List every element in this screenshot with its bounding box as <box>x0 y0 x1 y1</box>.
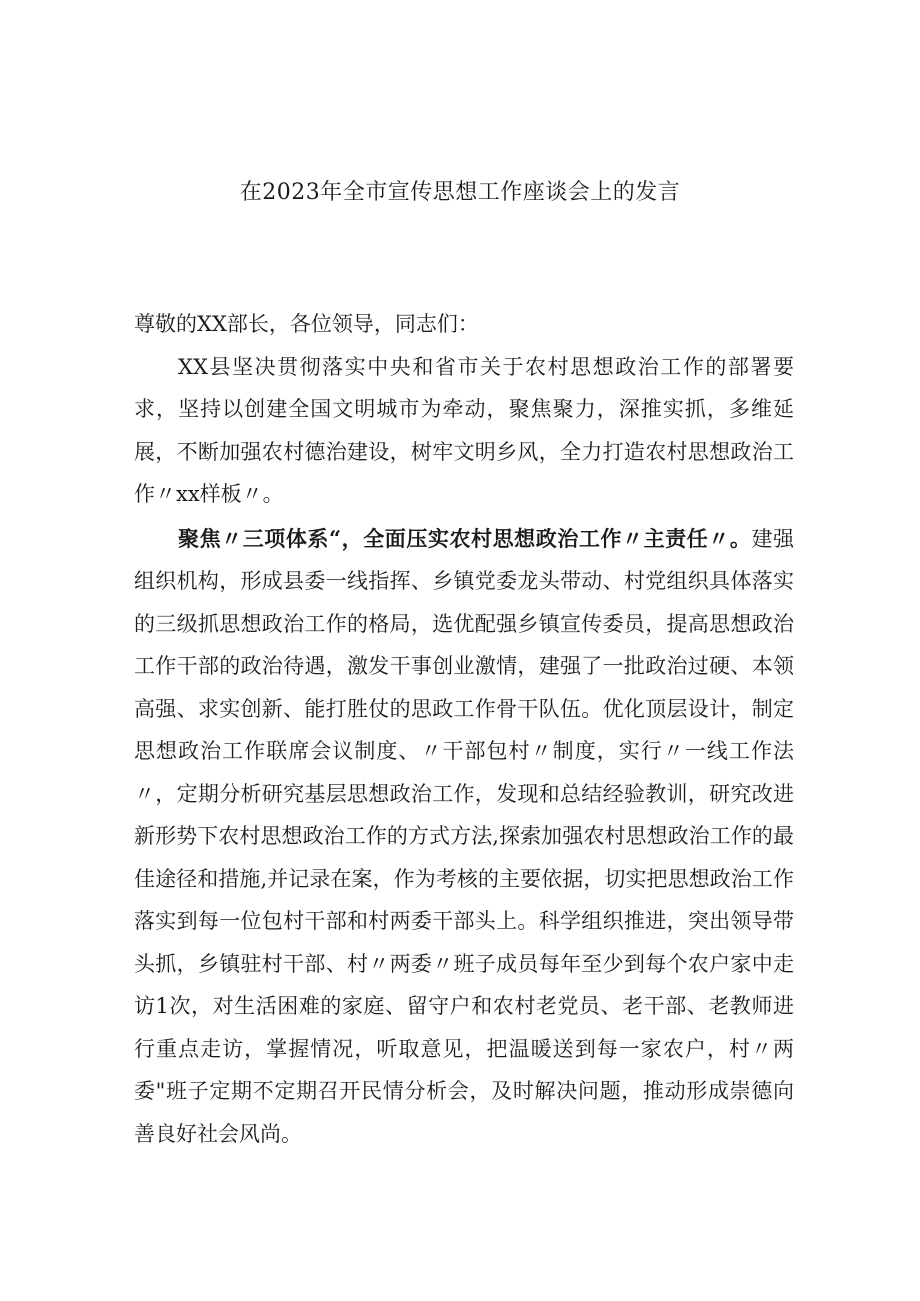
paragraph-intro <box>134 346 794 516</box>
document-body <box>134 303 794 1155</box>
paragraph-text: 建强组织机构，形成县委一线指挥、乡镇党委龙头带动、村党组织具体落实的三级抓思想政治工作的格局，选优配强乡镇宣传委员，提高思想政治工作干部的政治待遇，激发干事创业激情，建强了一批政治过硬、本领高强、求实创新、能打胜仗的思政工作骨干队伍。优化顶层设计，制定思想政治工作联席会议制度、〃干部包村〃制度，实行〃一线工作法〃，定期分析研究基层思想政治工作，发现和总结经验教训，研究改进新形势下农村思想政治工作的方式方法,探索加强农村思想政治工作的最佳途径和措施,并记录在案，作为考核的主要依据，切实把思想政治工作落实到每一位包村干部和村两委干部头上。科学组织推进，突出领导带头抓，乡镇驻村干部、村〃两委〃班子成员每年至少到每个农户家中走访1次，对生活困难的家庭、留守户和农村老党员、老干部、老教师进行重点走访，掌握情况，听取意见，把温暖送到每一家农户，村〃两委"班子定期不定期召开民情分析会，及时解决问题，推动形成崇德向善良好社会风尚。 <box>134 526 795 1146</box>
paragraph-section-one <box>134 518 794 1156</box>
paragraph-heading: 聚焦〃三项体系“，全面压实农村思想政治工作〃主责任〃。 <box>178 525 752 551</box>
document-title: 在2023年全市宣传思想工作座谈会上的发言 <box>239 180 681 205</box>
salutation: 尊敬的XX部长，各位领导，同志们： <box>134 312 479 336</box>
paragraph-text: XX县坚决贯彻落实中央和省市关于农村思想政治工作的部署要求，坚持以创建全国文明城市为牵动，聚焦聚力，深推实抓，多维延展，不断加强农村德治建设，树牢文明乡风，全力打造农村思想政治工作〃xx样板〃。 <box>134 354 794 506</box>
